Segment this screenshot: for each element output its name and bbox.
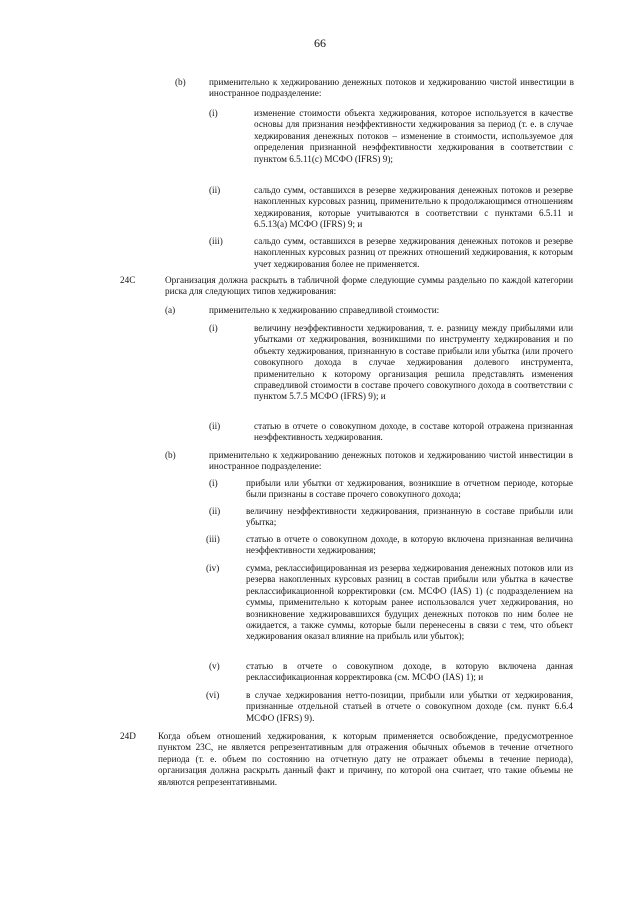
list-item-text: в случае хеджирования нетто-позиции, прибыли или убытки от хеджирования, признанные отдельной статьей в отчете о совокупном доходе (см. пункт 6.6.4 МСФО (IFRS) 9).: [246, 690, 573, 723]
list-label-i: (i): [209, 108, 218, 118]
list-item-text: статью в отчете о совокупном доходе, в которую включена данная реклассификационная корректировка (см. МСФО (IAS) 1); и: [246, 661, 573, 683]
paragraph-24d-text: Когда объем отношений хеджирования, к которым применяется освобождение, предусмотренное пунктом 23С, не является репрезентативным для отражения обычных объемов в течение отчетного периода (т. е. объем по состоянию на отчетную дату не отражает объемы в течение периода), организация должна раскрыть данный факт и причину, по которой она считает, что такие объемы не являются репрезентативными.: [158, 731, 573, 787]
list-item-text: величину неэффективности хеджирования, признанную в составе прибыли или убытка;: [246, 506, 573, 528]
list-label-i: (i): [209, 478, 218, 488]
paragraph-a-intro: применительно к хеджированию справедливой стоимости:: [209, 305, 440, 315]
list-label-a: (a): [165, 305, 176, 315]
list-label-v: (v): [209, 661, 220, 671]
paragraph-24c-text: Организация должна раскрыть в табличной форме следующие суммы раздельно по каждой категории риска для следующих типов хеджирования:: [165, 275, 573, 297]
list-label-b: (b): [175, 77, 186, 87]
page-number: 66: [314, 36, 326, 50]
list-label-vi: (vi): [206, 690, 220, 700]
list-item-text: изменение стоимости объекта хеджирования, которое используется в качестве основы для признания неэффективности хеджирования за период (т. е. в случае хеджирования денежных потоков – изменение в стоимости, используемое для определения признанной неэффективности хеджирования в соответствии с пунктом 6.5.11(с) МСФО (IFRS) 9);: [254, 108, 573, 164]
list-label-iii: (iii): [209, 236, 223, 246]
list-item-text: статью в отчете о совокупном доходе, в которую включена признанная величина неэффективности хеджирования;: [246, 534, 573, 556]
paragraph-number-24c: 24C: [120, 275, 136, 285]
list-item-text: сальдо сумм, оставшихся в резерве хеджирования денежных потоков и резерве накопленных курсовых разниц, применительно к продолжающимся отношениям хеджирования, которые учитываются в соответствии с пунктами 6.5.11 и 6.5.13(а) МСФО (IFRS) 9; и: [254, 185, 573, 230]
list-label-b: (b): [165, 450, 176, 460]
list-item-text: статью в отчете о совокупном доходе, в составе которой отражена признанная неэффективность хеджирования.: [254, 421, 573, 443]
list-item-text: величину неэффективности хеджирования, т. е. разницу между прибылями или убытками от хеджирования, возникшими по инструменту хеджирования и по объекту хеджирования, признанную в составе прибыли или убытка (или прочего совокупного дохода в случае хеджирования долевого инструмента, применительно к которому организация решила представлять изменения справедливой стоимости в составе прочего совокупного дохода в соответствии с пунктом 5.7.5 МСФО (IFRS) 9); и: [254, 323, 573, 402]
list-label-ii: (ii): [209, 421, 221, 431]
list-item-text: прибыли или убытки от хеджирования, возникшие в отчетном периоде, которые были признаны в составе прочего совокупного дохода;: [246, 478, 573, 500]
list-label-ii: (ii): [209, 185, 221, 195]
paragraph-b-intro: применительно к хеджированию денежных потоков и хеджированию чистой инвестиции в иностранное подразделение:: [209, 450, 573, 472]
list-label-iii: (iii): [206, 534, 220, 544]
paragraph-b-intro: применительно к хеджированию денежных потоков и хеджированию чистой инвестиции в иностранное подразделение:: [209, 77, 574, 99]
list-label-iv: (iv): [206, 563, 220, 573]
paragraph-number-24d: 24D: [120, 731, 136, 741]
list-label-i: (i): [209, 323, 218, 333]
list-label-ii: (ii): [209, 506, 221, 516]
list-item-text: сальдо сумм, оставшихся в резерве хеджирования денежных потоков и резерве накопленных курсовых разниц от прежних отношений хеджирования, к которым учет хеджирования более не применяется.: [254, 236, 573, 269]
list-item-text: сумма, реклассифицированная из резерва хеджирования денежных потоков или из резерва накопленных курсовых разниц в состав прибыли или убытка в качестве реклассификационной корректировки (см. МСФО (IAS) 1) (с подразделением на суммы, применительно к которым ранее использовался учет хеджирования, но возникновение хеджировавшихся будущих денежных потоков по ним более не ожидается, а также суммы, которые были перенесены в связи с тем, что объект хеджирования оказал влияние на прибыль или убыток);: [246, 563, 573, 642]
